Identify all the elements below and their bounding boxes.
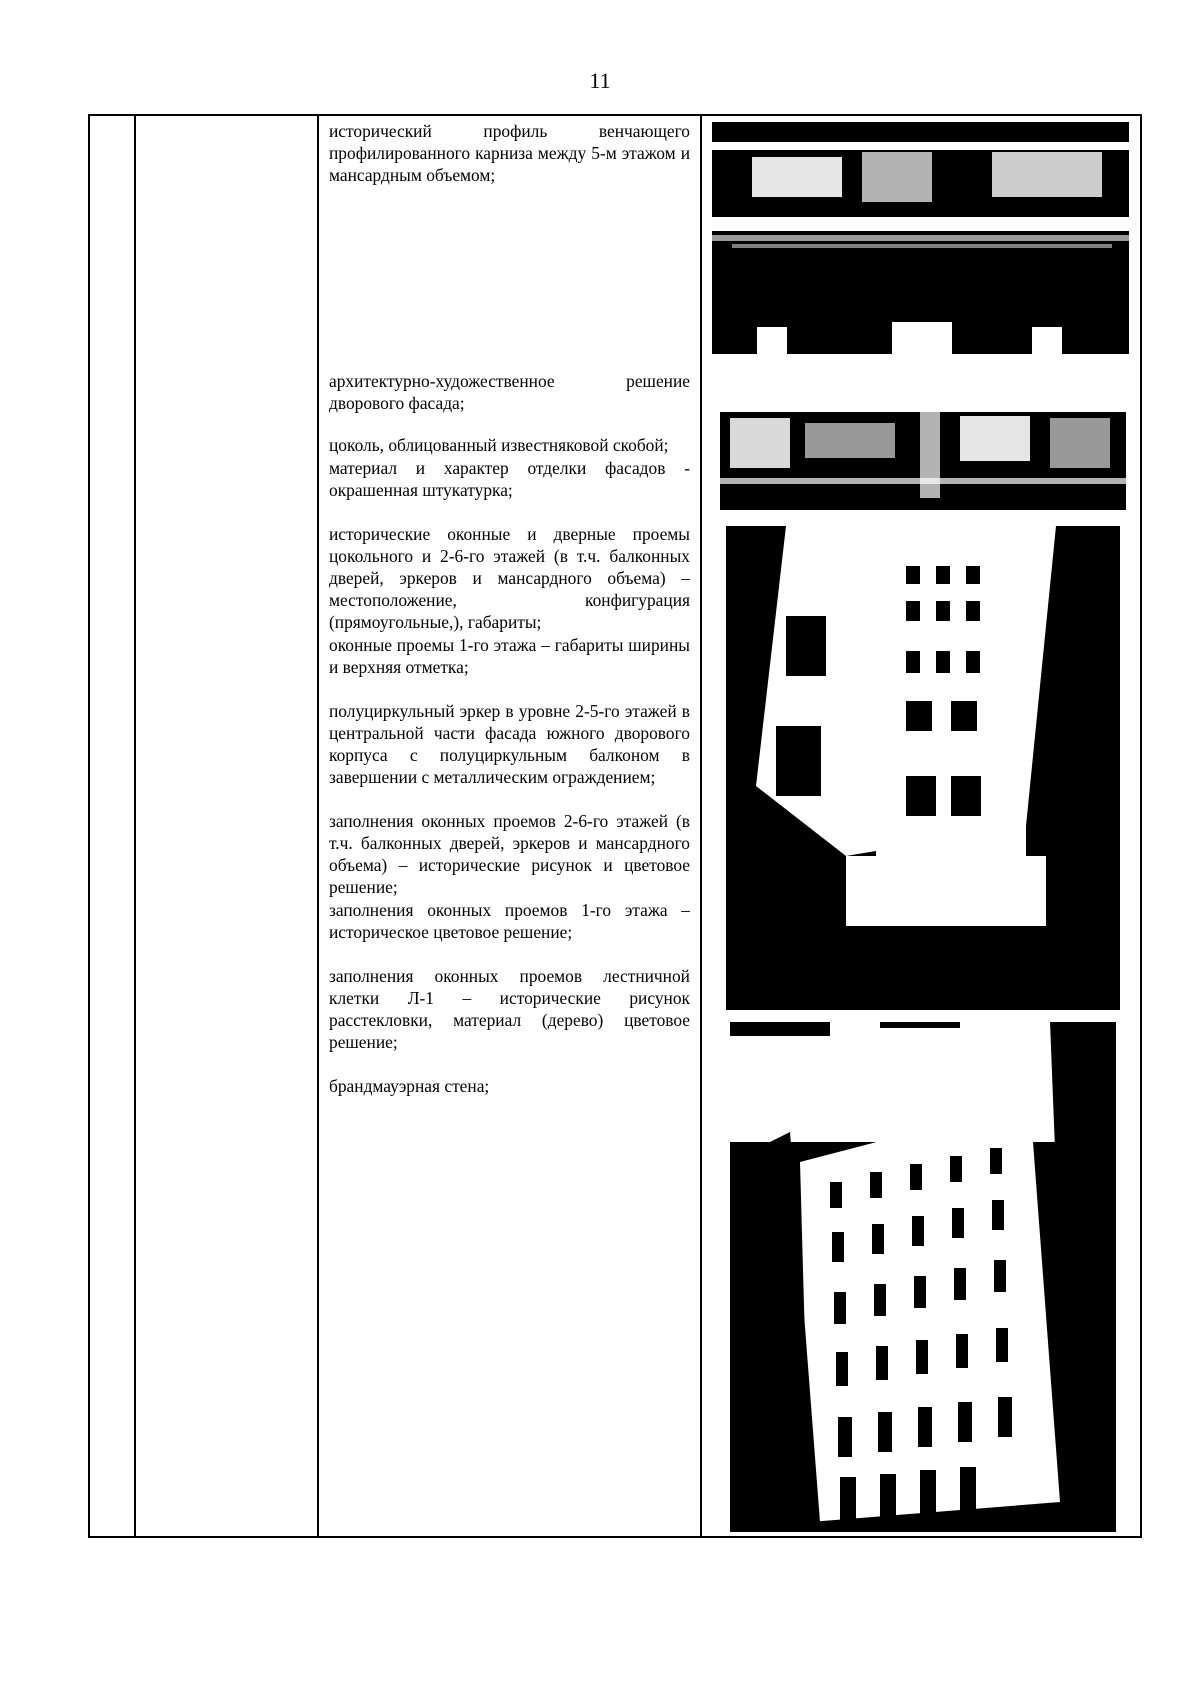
list-item: оконные проемы 1-го этажа – габариты ширины и верхняя отметка; [329,635,690,677]
object-cell [135,115,318,1537]
number-cell [89,115,135,1537]
list-item: заполнения оконных проемов лестничной клетки Л-1 – исторические рисунок расстекловки, материал (дерево) цветовое решение; [329,966,690,1052]
page-number: 11 [589,68,611,93]
list-item: заполнения оконных проемов 2-6-го этажей (в т.ч. балконных дверей, эркеров и мансардного объема) – исторические рисунок и цветовое решение; [329,811,690,897]
list-item: заполнения оконных проемов 1-го этажа – историческое цветовое решение; [329,900,690,942]
document-table [88,114,1142,1538]
building-facade-photo [730,1022,1116,1532]
list-item: исторические оконные и дверные проемы цокольного и 2-6-го этажей (в т.ч. балконных дверей, эркеров и мансардного объема) – местоположение, конфигурация (прямоугольные,), габариты; [329,524,690,632]
list-item: материал и характер отделки фасадов - окрашенная штукатурка; [329,458,690,500]
list-item: цоколь, облицованный известняковой скобой; [329,435,669,455]
photos-cell [701,115,1141,1537]
facade-base-photo [720,388,1126,510]
cornice-photo [712,122,1129,354]
courtyard-facade-photo [726,526,1120,1010]
list-item: брандмауэрная стена; [329,1076,490,1096]
description-cell [318,115,701,1537]
list-item: исторический профиль венчающего профилированного карниза между 5-м этажом и мансардным объемом; [329,121,690,185]
list-item: архитектурно-художественное решение дворового фасада; [329,371,690,413]
list-item: полуциркульный эркер в уровне 2-5-го этажей в центральной части фасада южного дворового корпуса с полуциркульным балконом в завершении с металлическим ограждением; [329,701,690,787]
